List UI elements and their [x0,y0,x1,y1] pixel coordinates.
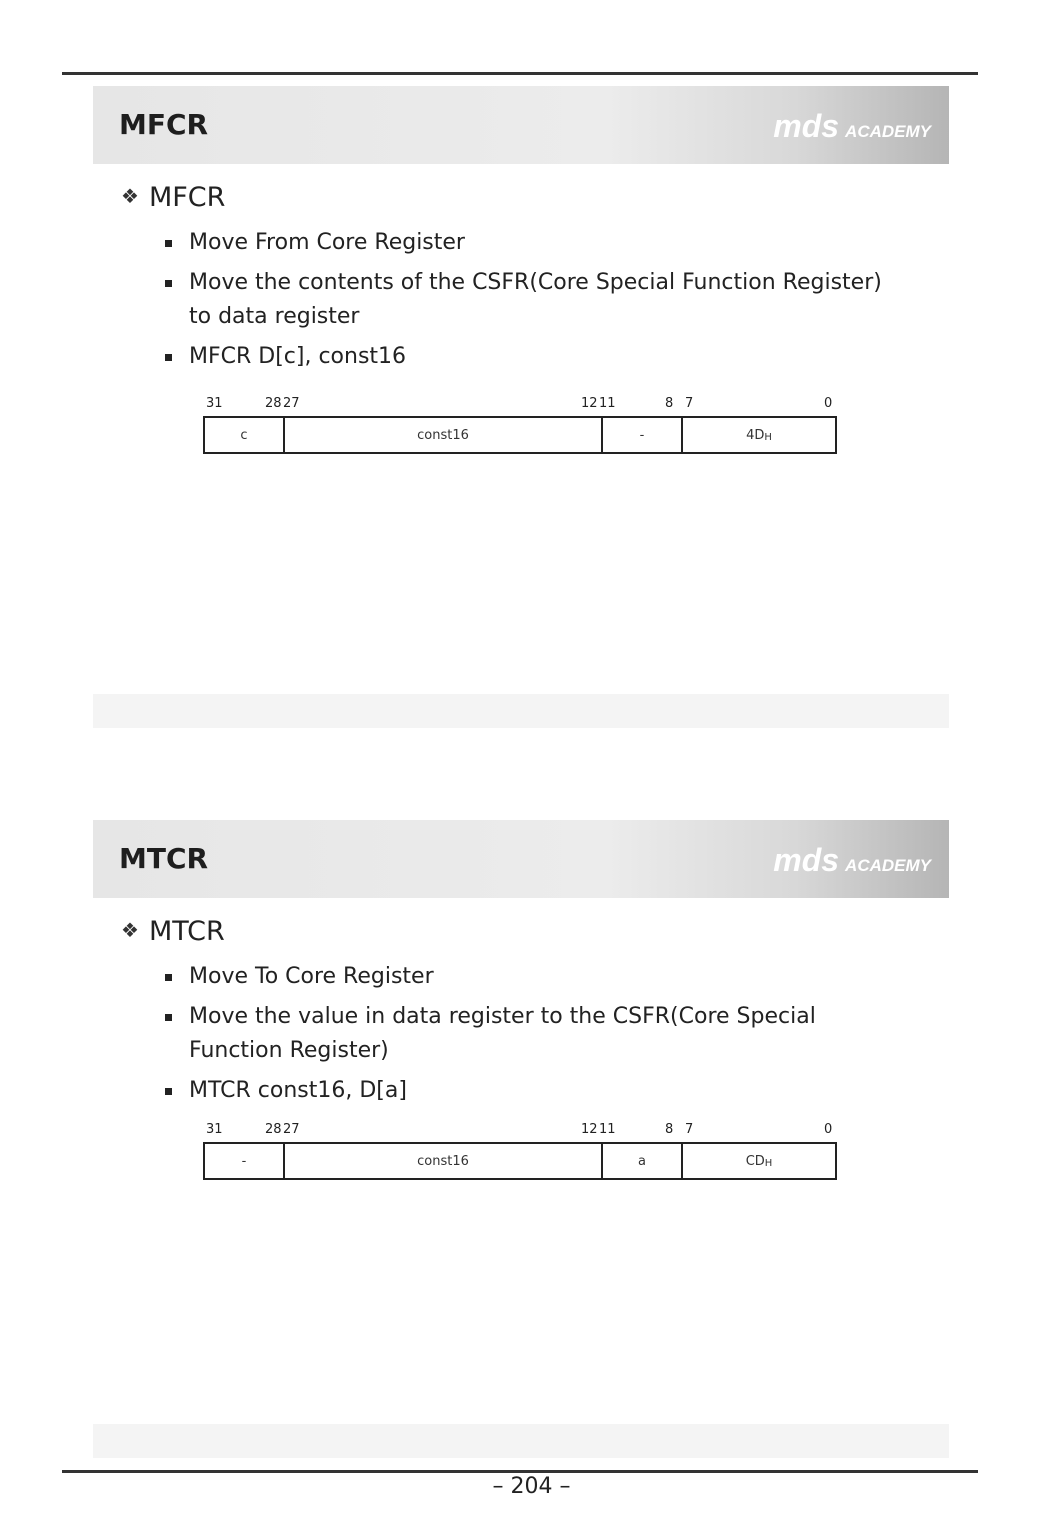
bit-number: 28 [265,396,282,411]
field-const16: const16 [283,418,601,452]
page-number: – 204 – [492,1474,571,1499]
field-opcode: CD $_H$ [681,1144,835,1178]
bit-number: 8 [665,1122,674,1137]
field-const16: const16 [283,1144,601,1178]
register-box [203,416,837,454]
instruction-format-diagram [203,396,839,456]
faint-footer-band [93,1424,949,1458]
bit-number: 7 [685,396,694,411]
faint-footer-band [93,694,949,728]
section-title: ❖ MFCR [121,182,226,213]
bit-number: 8 [665,396,674,411]
bottom-rule [62,1470,978,1473]
list-item: MTCR const16, D[a] [163,1074,903,1108]
bit-number: 0 [824,1122,833,1137]
slide-header-title: MFCR [119,108,209,141]
field-unused: - [601,418,681,452]
field-c: c [240,427,248,443]
diamond-bullet-icon: ❖ [121,918,139,942]
bit-number: 0 [824,396,833,411]
top-rule [62,72,978,75]
bit-number: 27 [283,396,300,411]
field-opcode: 4D $_H$ [681,418,835,452]
list-item: Move To Core Register [163,960,903,994]
slide-header-band [93,820,949,898]
list-item: MFCR D[c], const16 [163,340,903,374]
field-a: a [601,1144,681,1178]
square-bullet-icon [165,1088,172,1095]
slide-header-title: MTCR [119,842,209,875]
bit-number: 27 [283,1122,300,1137]
bit-number: 31 [206,396,223,411]
square-bullet-icon [165,974,172,981]
mds-academy-logo: mds ACADEMY [773,842,931,878]
square-bullet-icon [165,1014,172,1021]
field-unused: - [241,1153,247,1169]
slide-header-band [93,86,949,164]
square-bullet-icon [165,240,172,247]
bit-number: 31 [206,1122,223,1137]
section-title: ❖ MTCR [121,916,225,947]
mds-academy-logo: mds ACADEMY [773,108,931,144]
bullet-list [163,960,903,1114]
bit-number: 11 [599,396,616,411]
diamond-bullet-icon: ❖ [121,184,139,208]
square-bullet-icon [165,280,172,287]
list-item: Move the contents of the CSFR(Core Special Function Register) to data register [163,266,903,334]
instruction-format-diagram [203,1122,839,1182]
bit-number: 28 [265,1122,282,1137]
list-item: Move the value in data register to the CSFR(Core Special Function Register) [163,1000,903,1068]
bullet-list [163,226,903,380]
register-box [203,1142,837,1180]
bit-number: 7 [685,1122,694,1137]
list-item: Move From Core Register [163,226,903,260]
square-bullet-icon [165,354,172,361]
bit-number: 12 [581,1122,598,1137]
bit-number: 11 [599,1122,616,1137]
bit-number: 12 [581,396,598,411]
